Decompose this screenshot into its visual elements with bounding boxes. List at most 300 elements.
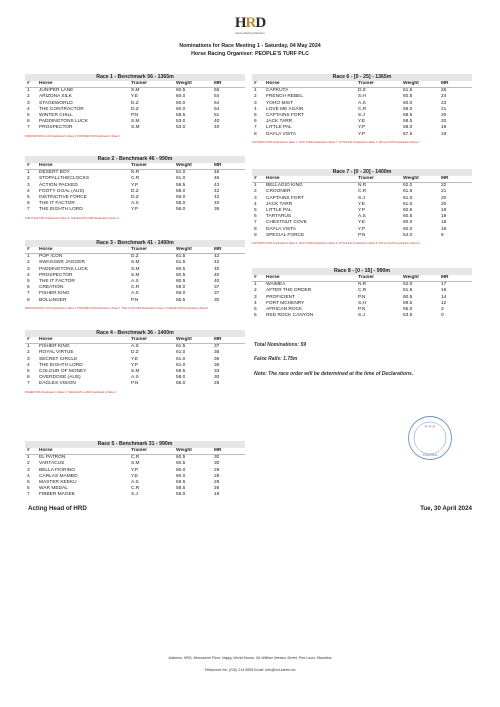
cell-weight: 59.0 [176, 285, 186, 291]
cell-weight: 60.5 [176, 461, 186, 467]
cell-num: 1 [254, 282, 257, 288]
cell-num: 7 [254, 220, 257, 226]
cell-weight: 60.5 [403, 214, 413, 220]
cell-horse: INSTINCTIVE FORCE [39, 195, 87, 201]
cell-mr: 37 [214, 291, 220, 297]
cell-mr: 12 [441, 300, 447, 306]
table-row [25, 492, 245, 498]
race-title: Race 1 - Benchmark 56 - 1365m [25, 74, 245, 81]
cell-horse: DAYLA VISTA [266, 226, 296, 232]
cell-weight: 60.0 [403, 100, 413, 106]
cell-weight: 59.0 [176, 195, 186, 201]
cell-weight: 58.0 [176, 201, 186, 207]
duplicate-note: PADDINGTONS LUCK Duplicated in Race 1, PROSPECTOR Duplicated in Race 1, THE IT FACTOR Duplicated in Race 2, FISHER KING Duplicated in Race 4 [25, 306, 209, 310]
column-header-mr: MR [214, 81, 245, 88]
cell-trainer: A.S [358, 214, 366, 220]
cell-num: 7 [254, 125, 257, 131]
logo-mark: HRD [234, 15, 266, 31]
cell-weight: 61.5 [176, 254, 186, 260]
cell-mr: 36 [214, 356, 220, 362]
table-row [252, 132, 472, 138]
cell-num: 6 [27, 285, 30, 291]
column-header-mr: MR [441, 81, 472, 88]
cell-weight: 59.5 [176, 369, 186, 375]
cell-mr: 40 [214, 279, 220, 285]
cell-horse: CREATION [39, 285, 64, 291]
cell-trainer: Y.P [131, 467, 139, 473]
cell-weight: 53.5 [403, 313, 413, 319]
column-header-mr: MR [214, 448, 245, 455]
cell-horse: THE EIGHTH LORD [39, 362, 83, 368]
column-header-weight: Weight [176, 81, 214, 88]
column-header-num: # [25, 81, 39, 88]
cell-num: 5 [27, 279, 30, 285]
table-header [252, 176, 472, 183]
cell-num: 4 [27, 188, 30, 194]
cell-mr: 43 [214, 182, 220, 188]
cell-weight: 60.0 [176, 106, 186, 112]
cell-trainer: Y.P [358, 226, 366, 232]
cell-num: 2 [27, 176, 30, 182]
column-header-horse: Horse [39, 337, 131, 344]
cell-num: 2 [27, 260, 30, 266]
cell-trainer: Y.P [131, 207, 139, 213]
cell-trainer: A.S [131, 201, 139, 207]
cell-num: 7 [27, 125, 30, 131]
cell-num: 1 [27, 344, 30, 350]
cell-horse: SECRET CIRCLE [39, 356, 78, 362]
cell-num: 4 [27, 473, 30, 479]
duplicate-note: CAPTAINS FORT Duplicated in Race 7, JACK TARR Duplicated in Race 7, LITTLE PAL Duplicated in Race 7, DAYLA VISTA Duplicated in Race 7 [252, 140, 420, 144]
cell-weight: 55.0 [176, 492, 186, 498]
cell-mr: 14 [441, 294, 447, 300]
cell-horse: OVERDOSE (AUS) [39, 375, 81, 381]
cell-weight: 60.0 [176, 94, 186, 100]
race-table [25, 163, 245, 214]
column-header-num: # [25, 337, 39, 344]
cell-weight: 59.0 [176, 291, 186, 297]
cell-horse: CARLAS MAMBO [39, 473, 78, 479]
cell-num: 6 [27, 375, 30, 381]
cell-weight: 61.5 [403, 88, 413, 94]
race-title: Race 4 - Benchmark 36 - 1400m [25, 330, 245, 337]
cell-horse: WINTER CHILL [39, 113, 73, 119]
cell-horse: PROFICIENT [266, 294, 296, 300]
column-header-trainer: Trainer [131, 448, 176, 455]
cell-horse: SPECIAL FORCE [266, 232, 305, 238]
cell-mr: 17 [441, 282, 447, 288]
cell-horse: FORT MCHENRY [266, 300, 305, 306]
stamp-top-text: H.R.D [424, 423, 436, 429]
cell-num: 2 [27, 350, 30, 356]
cell-horse: SWAGGER JAGGER [39, 260, 85, 266]
cell-num: 9 [254, 232, 257, 238]
cell-horse: RED ROCK CANYON [266, 313, 314, 319]
cell-weight: 60.0 [176, 473, 186, 479]
cell-num: 2 [254, 94, 257, 100]
cell-trainer: A.S [358, 100, 366, 106]
duplicate-note: CAPTAINS FORT Duplicated in Race 6, JACK TARR Duplicated in Race 6, LITTLE PAL Duplicated in Race 6, DAYLA VISTA Duplicated in Race 6 [252, 242, 420, 246]
cell-horse: CAPTAINS FORT [266, 113, 304, 119]
cell-weight: 60.5 [176, 266, 186, 272]
cell-num: 2 [254, 288, 257, 294]
cell-trainer: D.Z [131, 195, 139, 201]
cell-weight: 58.0 [403, 125, 413, 131]
cell-horse: WAIMEA [266, 282, 286, 288]
cell-num: 5 [27, 113, 30, 119]
cell-weight: 61.5 [176, 260, 186, 266]
cell-weight: 58.5 [176, 486, 186, 492]
race-title: Race 3 - Benchmark 41 - 1400m [25, 240, 245, 247]
table-row [252, 233, 472, 239]
cell-trainer: Y.E [131, 473, 139, 479]
cell-weight: 57.5 [403, 131, 413, 137]
cell-mr: 46 [214, 170, 220, 176]
race-6-block [252, 74, 472, 144]
cell-horse: JACK TARR [266, 201, 293, 207]
cell-weight: 54.0 [403, 232, 413, 238]
cell-weight: 58.0 [176, 188, 186, 194]
cell-num: 6 [27, 486, 30, 492]
cell-trainer: A.S [131, 291, 139, 297]
cell-horse: STAGEWORLD [39, 100, 73, 106]
cell-horse: EL PATRON [39, 455, 66, 461]
cell-mr: 24 [441, 94, 447, 100]
table-row [25, 170, 245, 177]
table-row [25, 207, 245, 213]
cell-weight: 60.5 [176, 455, 186, 461]
cell-weight: 56.0 [176, 381, 186, 387]
column-header-horse: Horse [39, 163, 131, 170]
cell-num: 3 [254, 195, 257, 201]
race-8-block [252, 268, 472, 319]
cell-horse: AFRICAN ROCK [266, 307, 303, 313]
column-header-horse: Horse [39, 81, 131, 88]
cell-trainer: Y.P [358, 125, 366, 131]
cell-mr: 42 [214, 260, 220, 266]
cell-mr: 26 [214, 381, 220, 387]
column-header-mr: MR [214, 163, 245, 170]
cell-weight: 59.0 [403, 106, 413, 112]
cell-weight: 58.5 [403, 113, 413, 119]
cell-num: 7 [27, 381, 30, 387]
cell-num: 6 [254, 119, 257, 125]
cell-trainer: D.Z [131, 188, 139, 194]
cell-weight: 61.0 [403, 201, 413, 207]
race-table [252, 81, 472, 138]
cell-trainer: D.Z [358, 88, 366, 94]
cell-trainer: N.R [131, 170, 140, 176]
table-row [25, 88, 245, 95]
cell-num: 6 [254, 313, 257, 319]
cell-num: 4 [254, 106, 257, 112]
cell-weight: 60.0 [403, 220, 413, 226]
table-row [252, 313, 472, 319]
cell-weight: 61.5 [403, 288, 413, 294]
table-row [25, 125, 245, 131]
cell-num: 5 [254, 113, 257, 119]
cell-trainer: S.J [131, 492, 138, 498]
column-header-trainer: Trainer [131, 337, 176, 344]
table-header [252, 275, 472, 282]
race-5-block [25, 441, 245, 499]
cell-horse: FOOTY GOAL (AUS) [39, 188, 85, 194]
cell-weight: 61.0 [176, 362, 186, 368]
cell-mr: 20 [441, 119, 447, 125]
cell-trainer: P.N [131, 113, 139, 119]
cell-horse: PADDINGTONS LUCK [39, 266, 88, 272]
cell-mr: 42 [214, 188, 220, 194]
cell-mr: 22 [441, 183, 447, 189]
cell-mr: 18 [441, 131, 447, 137]
cell-num: 7 [27, 492, 30, 498]
column-header-horse: Horse [39, 247, 131, 254]
cell-trainer: D.Z [131, 100, 139, 106]
race-table [252, 275, 472, 319]
race-table [252, 176, 472, 239]
cell-horse: PROSPECTOR [39, 125, 73, 131]
column-header-weight: Weight [176, 247, 214, 254]
cell-mr: 33 [214, 369, 220, 375]
cell-mr: 42 [214, 254, 220, 260]
cell-trainer: D.Z [131, 350, 139, 356]
cell-trainer: S.M [131, 369, 140, 375]
cell-mr: 54 [214, 94, 220, 100]
cell-num: 4 [27, 362, 30, 368]
cell-mr: 6 [441, 232, 444, 238]
table-row [252, 88, 472, 95]
cell-num: 1 [254, 88, 257, 94]
cell-horse: STOPALLTHECLOCKS [39, 176, 90, 182]
cell-num: 1 [27, 170, 30, 176]
contact: Telephone No. (230) 214 9806 Email: info@hrd.intnet.mu [204, 668, 296, 672]
cell-horse: LOVE ME AGAIN [266, 106, 304, 112]
race-title: Race 2 - Benchmark 46 - 990m [25, 156, 245, 163]
cell-horse: CHESTNUT COVE [266, 220, 307, 226]
cell-weight: 59.5 [176, 480, 186, 486]
cell-trainer: S.M [131, 266, 140, 272]
signatory: Acting Head of HRD [28, 505, 87, 512]
cell-weight: 61.0 [176, 356, 186, 362]
cell-trainer: S.M [131, 260, 140, 266]
column-header-trainer: Trainer [131, 163, 176, 170]
cell-horse: CROONER [266, 189, 291, 195]
cell-num: 7 [27, 291, 30, 297]
cell-trainer: Y.E [358, 119, 366, 125]
cell-mr: 18 [441, 226, 447, 232]
duplicate-note: PADDINGTONS LUCK Duplicated in Race 3, PROSPECTOR Duplicated in Race 3 [25, 134, 121, 138]
cell-horse: THE CONTRACTOR [39, 106, 84, 112]
cell-num: 1 [27, 254, 30, 260]
cell-num: 5 [27, 480, 30, 486]
table-header [25, 247, 245, 254]
cell-trainer: P.N [131, 297, 139, 303]
cell-trainer: A.S [131, 279, 139, 285]
table-row [25, 455, 245, 462]
column-header-trainer: Trainer [131, 81, 176, 88]
table-header [25, 337, 245, 344]
column-header-mr: MR [441, 275, 472, 282]
cell-num: 8 [27, 297, 30, 303]
cell-num: 3 [254, 294, 257, 300]
cell-mr: 40 [214, 201, 220, 207]
cell-horse: JUNIPER LANE [39, 88, 74, 94]
column-header-mr: MR [214, 337, 245, 344]
cell-mr: 40 [214, 125, 220, 131]
cell-horse: FISHER KING [39, 344, 70, 350]
cell-num: 6 [27, 119, 30, 125]
cell-mr: 3 [441, 307, 444, 313]
cell-mr: 42 [214, 195, 220, 201]
cell-trainer: P.N [358, 294, 366, 300]
column-header-mr: MR [441, 176, 472, 183]
cell-weight: 53.0 [176, 119, 186, 125]
cell-horse: THE IT FACTOR [39, 201, 75, 207]
cell-num: 3 [27, 356, 30, 362]
cell-trainer: C.R [131, 176, 140, 182]
cell-num: 1 [27, 88, 30, 94]
column-header-num: # [252, 176, 266, 183]
cell-weight: 60.5 [176, 272, 186, 278]
cell-mr: 36 [214, 362, 220, 368]
cell-num: 2 [27, 461, 30, 467]
cell-trainer: Y.P [358, 131, 366, 137]
table-row [252, 282, 472, 289]
cell-trainer: S.H [358, 300, 366, 306]
cell-horse: LITTLE PAL [266, 208, 292, 214]
cell-mr: 40 [214, 272, 220, 278]
cell-mr: 28 [214, 480, 220, 486]
cell-horse: LITTLE PAL [266, 125, 292, 131]
cell-trainer: Y.P [131, 362, 139, 368]
race-2-block [25, 156, 245, 220]
cell-trainer: C.R [358, 189, 367, 195]
cell-weight: 60.0 [176, 467, 186, 473]
cell-num: 7 [27, 207, 30, 213]
race-4-block [25, 330, 245, 394]
cell-num: 4 [27, 106, 30, 112]
cell-weight: 55.5 [176, 297, 186, 303]
cell-num: 3 [254, 100, 257, 106]
cell-horse: EAGLES VISION [39, 381, 76, 387]
cell-num: 3 [27, 266, 30, 272]
cell-trainer: S.J [358, 313, 365, 319]
cell-trainer: S.J [358, 113, 365, 119]
cell-horse: CAPTAINS FORT [266, 195, 304, 201]
cell-num: 8 [254, 226, 257, 232]
cell-mr: 37 [214, 285, 220, 291]
cell-num: 3 [27, 467, 30, 473]
cell-horse: THE IT FACTOR [39, 279, 75, 285]
cell-mr: 30 [214, 461, 220, 467]
cell-horse: VARTACUS [39, 461, 65, 467]
cell-num: 6 [254, 214, 257, 220]
cell-mr: 54 [214, 106, 220, 112]
cell-num: 5 [27, 369, 30, 375]
cell-trainer: C.R [358, 288, 367, 294]
column-header-num: # [25, 163, 39, 170]
cell-mr: 26 [214, 486, 220, 492]
cell-mr: 21 [441, 106, 447, 112]
cell-trainer: N.R [358, 183, 367, 189]
declaration-note: Note: The race order will be determined at the time of Declarations. [254, 371, 414, 377]
column-header-horse: Horse [39, 448, 131, 455]
cell-trainer: S.J [358, 195, 365, 201]
cell-horse: POP ICON [39, 254, 63, 260]
logo-subtitle: Horse Racing Division [235, 31, 265, 35]
race-title: Race 6 - [0 - 25] - 1365m [252, 74, 472, 81]
cell-num: 5 [27, 195, 30, 201]
cell-weight: 55.0 [403, 307, 413, 313]
column-header-trainer: Trainer [131, 247, 176, 254]
race-title: Race 5 - Benchmark 31 - 990m [25, 441, 245, 448]
cell-horse: PROSPECTOR [39, 272, 73, 278]
cell-mr: 51 [214, 113, 220, 119]
cell-mr: 19 [441, 208, 447, 214]
cell-trainer: Y.E [358, 201, 366, 207]
table-header [25, 81, 245, 88]
cell-trainer: Y.P [358, 208, 366, 214]
cell-mr: 19 [441, 125, 447, 131]
cell-weight: 60.0 [176, 100, 186, 106]
cell-num: 3 [27, 100, 30, 106]
cell-horse: COLOUR OF MONEY [39, 369, 87, 375]
cell-trainer: D.Z [131, 106, 139, 112]
cell-trainer: Y.E [358, 220, 366, 226]
cell-weight: 61.0 [176, 350, 186, 356]
cell-trainer: P.N [358, 232, 366, 238]
cell-mr: 54 [214, 100, 220, 106]
table-row [25, 381, 245, 387]
cell-num: 3 [27, 182, 30, 188]
cell-trainer: C.R [131, 486, 140, 492]
cell-mr: 36 [214, 207, 220, 213]
cell-weight: 56.0 [176, 207, 186, 213]
cell-weight: 61.5 [176, 344, 186, 350]
cell-mr: 16 [441, 288, 447, 294]
column-header-weight: Weight [176, 337, 214, 344]
cell-mr: 30 [214, 375, 220, 381]
cell-num: 4 [254, 300, 257, 306]
cell-trainer: S.M [131, 125, 140, 131]
cell-horse: FISHER KING [39, 291, 70, 297]
cell-horse: PADDINGTONS LUCK [39, 119, 88, 125]
cell-num: 1 [27, 455, 30, 461]
cell-weight: 60.5 [403, 294, 413, 300]
cell-mr: 20 [441, 113, 447, 119]
cell-mr: 55 [214, 88, 220, 94]
column-header-num: # [25, 247, 39, 254]
column-header-weight: Weight [176, 448, 214, 455]
cell-mr: 18 [441, 220, 447, 226]
issue-date: Tue, 30 April 2024 [420, 505, 472, 512]
cell-trainer: C.R [131, 455, 140, 461]
cell-weight: 61.0 [176, 170, 186, 176]
table-header [25, 448, 245, 455]
cell-weight: 60.5 [176, 279, 186, 285]
page-title: Nominations for Race Meeting 1 - Saturday, 04 May 2024 [179, 43, 321, 49]
race-table [25, 337, 245, 388]
official-stamp [407, 415, 453, 461]
cell-weight: 60.5 [403, 94, 413, 100]
cell-horse: DESERT BOY [39, 170, 70, 176]
cell-num: 5 [254, 208, 257, 214]
cell-num: 2 [254, 189, 257, 195]
table-header [252, 81, 472, 88]
cell-trainer: S.M [131, 461, 140, 467]
total-nominations: Total Nominations: 59 [254, 342, 307, 348]
cell-horse: AFTER THE ORDER [266, 288, 312, 294]
